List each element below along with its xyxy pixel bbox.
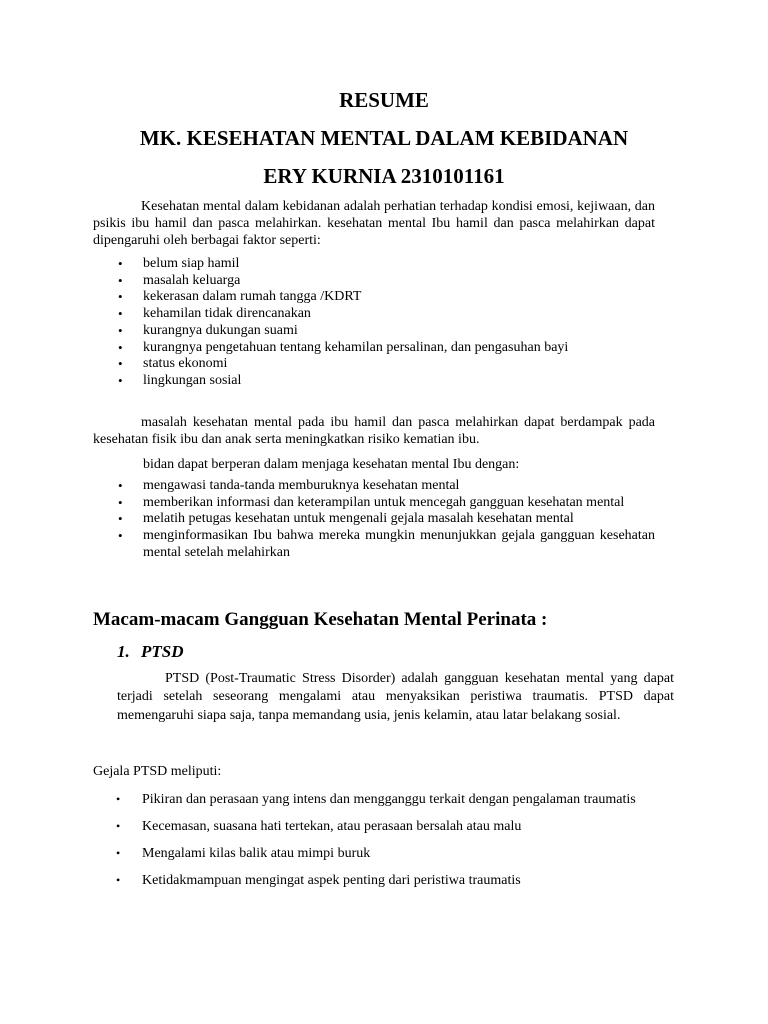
list-item: • memberikan informasi dan keterampilan untuk mencegah gangguan kesehatan mental (118, 494, 625, 510)
bullet-icon: • (118, 356, 123, 372)
list-item: • masalah keluarga (118, 272, 241, 288)
midwife-intro: bidan dapat berperan dalam menjaga kesehatan mental Ibu dengan: (143, 457, 520, 472)
document-title: RESUME (339, 88, 429, 112)
bullet-icon: • (116, 819, 121, 833)
subsection-number: 1. (117, 642, 130, 661)
ptsd-paragraph: PTSD (Post-Traumatic Stress Disorder) adalah gangguan kesehatan mental yang dapat terjadi setelah seseorang mengalami atau menyaksikan peristiwa traumatis. PTSD dapat memengaruhi siapa saja, tanpa memandang usia, jenis kelamin, atau latar belakang sosial. (117, 671, 674, 723)
list-item: • Kecemasan, suasana hati tertekan, atau perasaan bersalah atau malu (116, 819, 522, 834)
bullet-icon: • (116, 792, 121, 806)
list-item: • melatih petugas kesehatan untuk mengenali gejala masalah kesehatan mental (118, 511, 574, 527)
list-item: • mengawasi tanda-tanda memburuknya kesehatan mental (118, 478, 460, 493)
list-item: • kurangnya pengetahuan tentang kehamilan persalinan, dan pengasuhan bayi (118, 339, 569, 355)
course-title: MK. KESEHATAN MENTAL DALAM KEBIDANAN (139, 126, 629, 150)
list-item: • status ekonomi (118, 356, 228, 372)
bullet-icon: • (118, 339, 123, 355)
list-item: • kekerasan dalam rumah tangga /KDRT (118, 289, 362, 305)
bullet-icon: • (118, 494, 123, 510)
factor-list (118, 256, 655, 390)
list-item: • menginformasikan Ibu bahwa mereka mungkin menunjukkan gejala gangguan kesehatan mental setelah melahirkan (118, 528, 655, 560)
impact-paragraph: masalah kesehatan mental pada ibu hamil dan pasca melahirkan dapat berdampak pada kesehatan fisik ibu dan anak serta meningkatkan risiko kematian ibu. (93, 415, 655, 447)
subsection-title: PTSD (141, 642, 184, 661)
bullet-icon: • (118, 256, 123, 271)
intro-paragraph: Kesehatan mental dalam kebidanan adalah perhatian terhadap kondisi emosi, kejiwaan, dan psikis ibu hamil dan pasca melahirkan. kesehatan mental Ibu hamil dan pasca melahirkan dapat dipengaruhi oleh berbagai faktor seperti: (93, 199, 655, 248)
bullet-icon: • (118, 272, 123, 288)
symptom-list (116, 790, 674, 890)
list-item: • Pikiran dan perasaan yang intens dan mengganggu terkait dengan pengalaman traumatis (116, 792, 636, 807)
bullet-icon: • (116, 873, 121, 887)
bullet-icon: • (118, 306, 123, 322)
symptoms-intro: Gejala PTSD meliputi: (93, 764, 222, 779)
list-item: • kurangnya dukungan suami (118, 322, 298, 338)
bullet-icon: • (118, 322, 123, 338)
list-item: • belum siap hamil (118, 256, 240, 271)
list-item: • lingkungan sosial (118, 372, 242, 388)
bullet-icon: • (118, 289, 123, 305)
bullet-icon: • (118, 528, 123, 544)
section-heading: Macam-macam Gangguan Kesehatan Mental Perinata : (93, 609, 548, 630)
list-item: • kehamilan tidak direncanakan (118, 306, 311, 322)
author-line: ERY KURNIA 2310101161 (263, 164, 505, 188)
bullet-icon: • (116, 846, 121, 860)
list-item: • Mengalami kilas balik atau mimpi buruk (116, 846, 371, 861)
list-item: • Ketidakmampuan mengingat aspek penting dari peristiwa traumatis (116, 873, 521, 888)
subsection-heading (117, 643, 184, 660)
midwife-role-list (118, 478, 655, 562)
bullet-icon: • (118, 511, 123, 527)
bullet-icon: • (118, 372, 123, 388)
bullet-icon: • (118, 478, 123, 493)
